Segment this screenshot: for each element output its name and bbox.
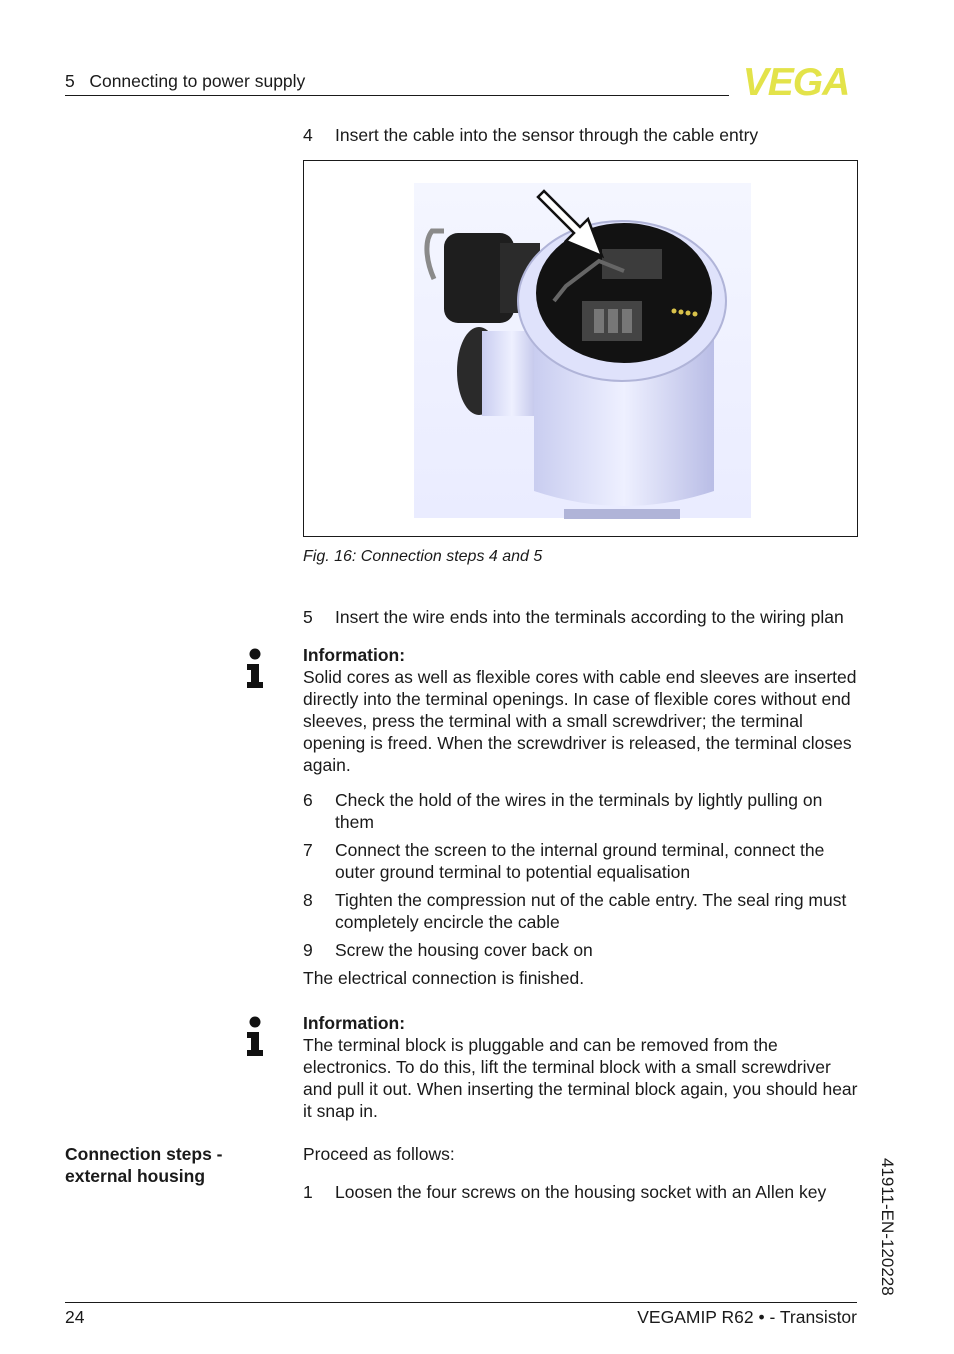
step-number: 1 <box>303 1182 313 1202</box>
running-header <box>65 71 305 92</box>
info-text: The terminal block is pluggable and can be removed from the electronics. To do this, lift the terminal block with a small screwdriver and pull it out. When inserting the terminal block again, you should hear it snap in. <box>303 1035 858 1121</box>
step-text: Screw the housing cover back on <box>335 940 593 960</box>
info-text: Solid cores as well as flexible cores with cable end sleeves are inserted directly into the terminal openings. In case of flexible cores without end sleeves, press the terminal with a small screwdriver; the terminal opening is freed. When the screwdriver is released, the terminal closes again. <box>303 667 857 775</box>
information-note-1 <box>303 644 863 776</box>
step-6 <box>303 789 863 833</box>
step-text: Connect the screen to the internal ground terminal, connect the outer ground terminal to potential equalisation <box>335 840 825 882</box>
information-note-2 <box>303 1012 863 1122</box>
step-number: 6 <box>303 790 313 810</box>
footer-rule <box>65 1302 857 1303</box>
step-text: Insert the cable into the sensor through the cable entry <box>335 125 759 145</box>
figure-frame <box>303 160 858 537</box>
step-4 <box>303 124 863 146</box>
step-9 <box>303 939 863 961</box>
step-text: Tighten the compression nut of the cable entry. The seal ring must completely encircle the cable <box>335 890 847 932</box>
vega-logo <box>734 62 858 102</box>
conclusion-text: The electrical connection is finished. <box>303 968 585 988</box>
header-rule <box>65 95 729 96</box>
logo-text: VEGA <box>742 62 850 102</box>
step-8 <box>303 889 863 933</box>
section-title: Connecting to power supply <box>89 71 306 91</box>
step-text: Insert the wire ends into the terminals according to the wiring plan <box>335 607 844 627</box>
section-number: 5 <box>65 71 75 91</box>
step-number: 7 <box>303 840 313 860</box>
step-text: Check the hold of the wires in the terminals by lightly pulling on them <box>335 790 823 832</box>
figure-caption: Fig. 16: Connection steps 4 and 5 <box>303 548 543 565</box>
document-id: 41911-EN-120228 <box>878 1158 897 1296</box>
proceed-text: Proceed as follows: <box>303 1144 455 1164</box>
step-number: 5 <box>303 607 313 627</box>
product-name: VEGAMIP R62 • - Transistor <box>637 1307 857 1327</box>
step-ext-1 <box>303 1181 863 1203</box>
step-number: 8 <box>303 890 313 910</box>
info-title: Information: <box>303 1013 406 1033</box>
step-number: 4 <box>303 125 313 145</box>
information-icon <box>243 648 267 690</box>
step-text: Loosen the four screws on the housing socket with an Allen key <box>335 1182 827 1202</box>
step-7 <box>303 839 863 883</box>
side-heading: Connection steps - external housing <box>65 1144 223 1186</box>
info-title: Information: <box>303 645 406 665</box>
step-5 <box>303 606 863 628</box>
sensor-housing-illustration <box>304 161 857 536</box>
page-number: 24 <box>65 1307 85 1327</box>
information-icon <box>243 1016 267 1058</box>
step-number: 9 <box>303 940 313 960</box>
